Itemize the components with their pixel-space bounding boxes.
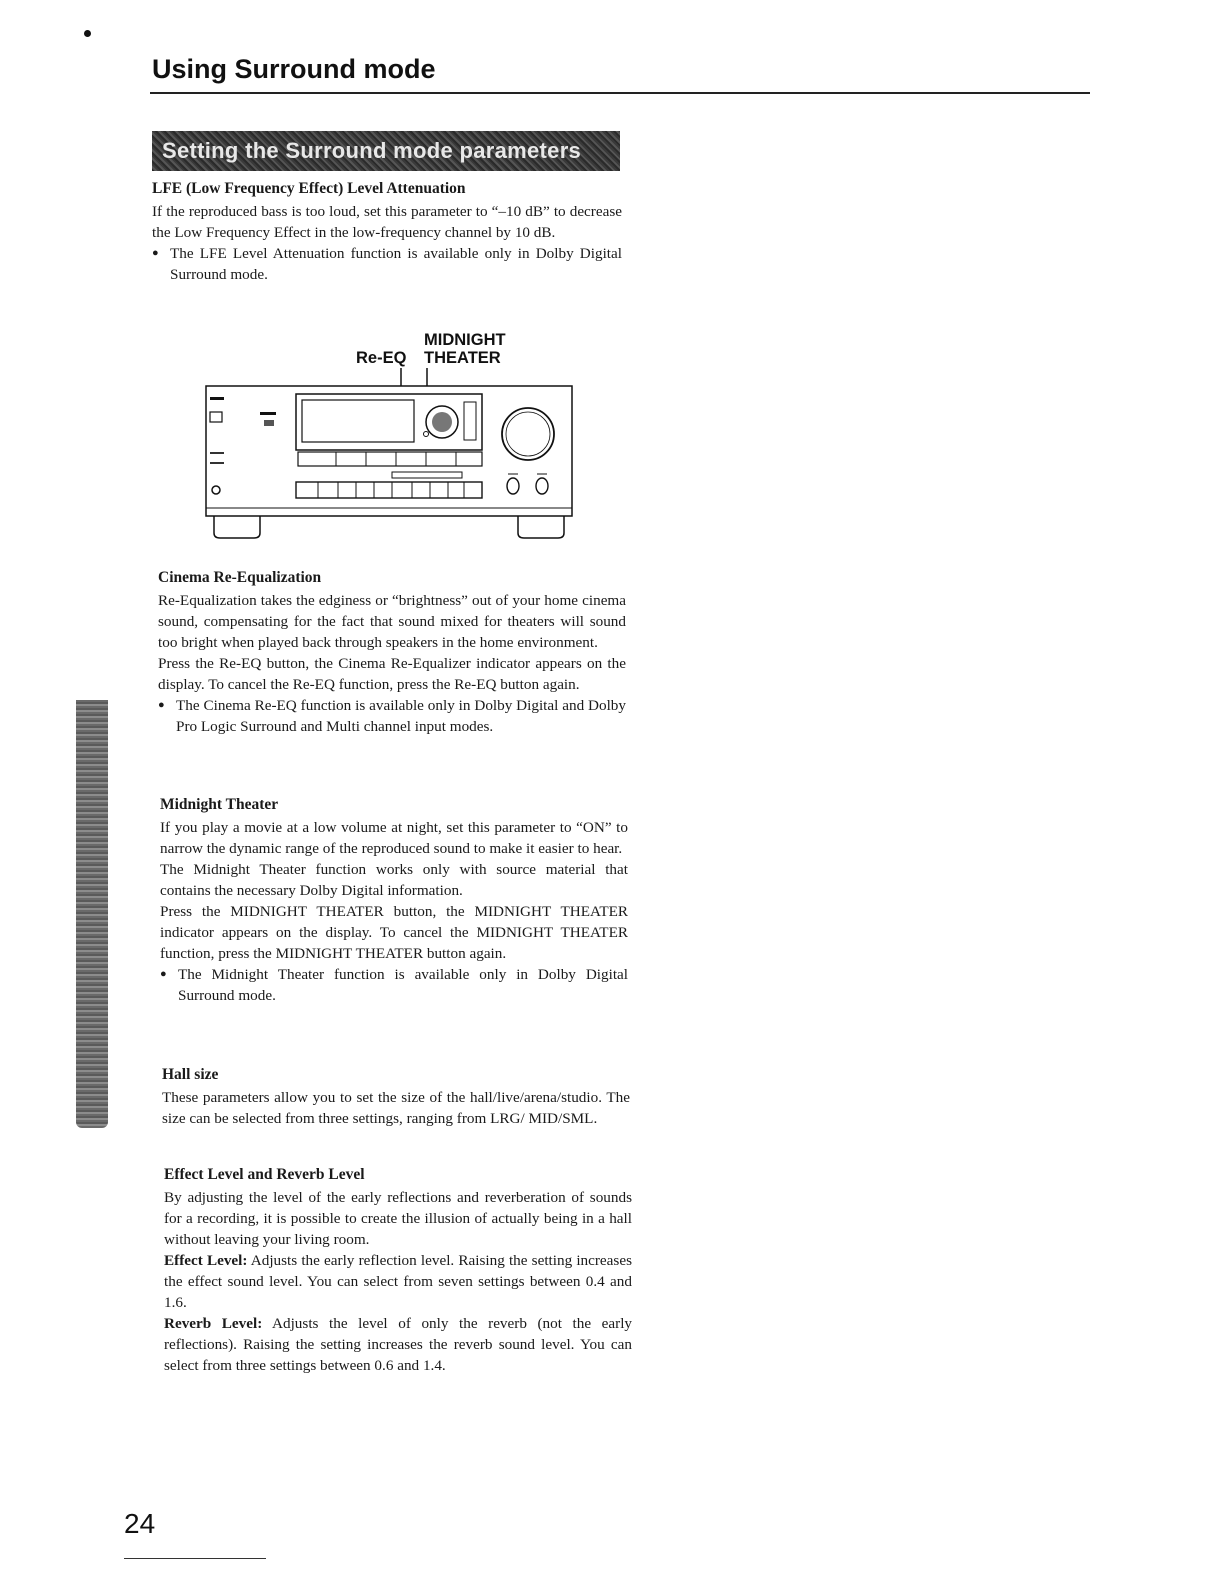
effect-reverb-section — [164, 1164, 632, 1376]
midnight-theater-notes — [160, 964, 628, 1006]
cinema-reeq-heading: Cinema Re-Equalization — [158, 569, 322, 586]
lfe-heading: LFE (Low Frequency Effect) Level Attenuation — [152, 180, 466, 197]
label-theater: THEATER — [424, 349, 501, 367]
cinema-reeq-section — [158, 567, 626, 737]
lfe-bullet: ● The LFE Level Attenuation function is available only in Dolby Digital Surround mode. — [152, 243, 622, 285]
midnight-theater-bullet: ● The Midnight Theater function is available only in Dolby Digital Surround mode. — [160, 964, 628, 1006]
section-banner — [152, 131, 620, 171]
lfe-notes — [152, 243, 622, 285]
lfe-body: If the reproduced bass is too loud, set this parameter to “–10 dB” to decrease the Low Frequency Effect in the low-frequency channel by 10 dB. — [152, 203, 622, 241]
cinema-reeq-notes — [158, 695, 626, 737]
hall-size-section — [162, 1064, 630, 1129]
label-midnight: MIDNIGHT — [424, 331, 506, 349]
midnight-theater-body-2: The Midnight Theater function works only with source material that contains the necessary Dolby Digital information. — [160, 861, 628, 899]
chapter-side-tab — [76, 700, 108, 1128]
midnight-theater-heading: Midnight Theater — [160, 796, 279, 813]
corner-mark — [84, 30, 91, 37]
effect-reverb-heading: Effect Level and Reverb Level — [164, 1166, 365, 1183]
page-number: 24 — [124, 1508, 156, 1539]
effect-level-label: Effect Level: — [164, 1252, 248, 1269]
midnight-theater-body-3: Press the MIDNIGHT THEATER button, the MIDNIGHT THEATER indicator appears on the display. To cancel the MIDNIGHT THEATER function, press the MIDNIGHT THEATER button again. — [160, 903, 628, 962]
midnight-theater-section — [160, 794, 628, 1006]
receiver-front-panel-illustration — [196, 368, 586, 544]
effect-level-paragraph — [164, 1250, 632, 1313]
reverb-level-paragraph — [164, 1313, 632, 1376]
cinema-reeq-body-2: Press the Re-EQ button, the Cinema Re-Equalizer indicator appears on the display. To cancel the Re-EQ function, press the Re-EQ button again. — [158, 655, 626, 693]
cinema-reeq-body-1: Re-Equalization takes the edginess or “brightness” out of your home cinema sound, compensating for the fact that sound mixed for theaters will sound too bright when played back through speakers in the home environment. — [158, 592, 626, 651]
effect-reverb-body: By adjusting the level of the early reflections and reverberation of sounds for a recording, it is possible to create the illusion of actually being in a hall without leaving your living room. — [164, 1189, 632, 1248]
section-banner-text: Setting the Surround mode parameters — [162, 138, 582, 163]
hall-size-body: These parameters allow you to set the size of the hall/live/arena/studio. The size can be selected from three settings, ranging from LRG/ MID/SML. — [162, 1089, 630, 1127]
midnight-theater-body-1: If you play a movie at a low volume at night, set this parameter to “ON” to narrow the dynamic range of the reproduced sound to make it easier to hear. — [160, 819, 628, 857]
page-title: Using Surround mode — [152, 54, 436, 84]
reverb-level-text: Adjusts the level of only the reverb (not the early reflections). Raising the setting increases the reverb sound level. You can select from three settings between 0.6 and 1.4. — [164, 1315, 633, 1374]
hall-size-heading: Hall size — [162, 1066, 219, 1083]
label-reeq: Re-EQ — [356, 349, 407, 367]
lfe-section — [152, 178, 622, 285]
cinema-reeq-bullet: ● The Cinema Re-EQ function is available only in Dolby Digital and Dolby Pro Logic Surround and Multi channel input modes. — [158, 695, 626, 737]
effect-level-text: Adjusts the early reflection level. Raising the setting increases the effect sound level. You can select from seven settings between 0.4 and 1.6. — [164, 1252, 632, 1311]
footer-rule — [124, 1558, 266, 1559]
title-rule — [150, 92, 1090, 94]
reverb-level-label: Reverb Level: — [164, 1315, 263, 1332]
